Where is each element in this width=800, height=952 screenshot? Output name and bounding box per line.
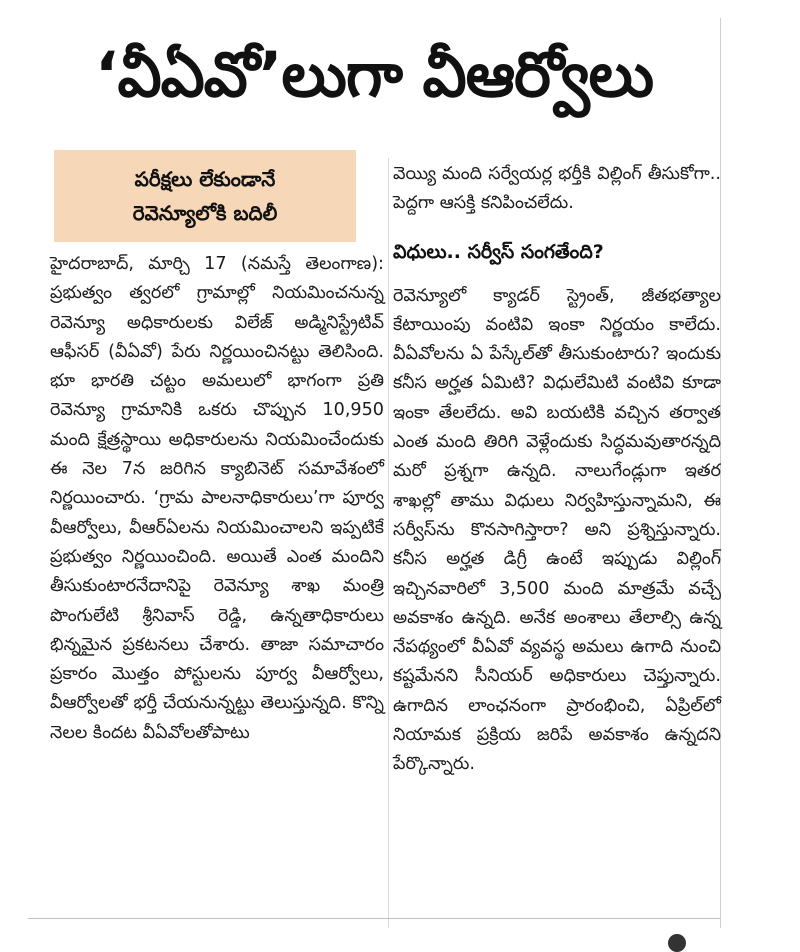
headline: ‘వీఏవో’లుగా వీఆర్వోలు bbox=[94, 38, 654, 111]
news-clipping bbox=[28, 18, 721, 928]
subhead-line-2: రెవెన్యూలోకి బదిలీ bbox=[132, 201, 278, 225]
paragraph: వెయ్యి మంది సర్వేయర్ల భర్తీకి విల్లింగ్ తీసుకోగా.. పెద్దగా ఆసక్తి కనిపించలేదు. bbox=[393, 164, 721, 214]
bottom-divider bbox=[28, 918, 720, 919]
left-column-text bbox=[50, 250, 384, 748]
subhead-line-1: పరీక్షలు లేకుండానే bbox=[134, 167, 276, 191]
column-divider bbox=[388, 158, 389, 928]
left-column bbox=[50, 150, 384, 748]
right-column bbox=[393, 160, 721, 780]
section-title: విధులు.. సర్వీస్ సంగతేంది? bbox=[393, 240, 604, 263]
corner-dot-icon bbox=[668, 934, 686, 952]
subhead-box bbox=[54, 150, 356, 242]
paragraph: రెవెన్యూలో క్యాడర్ స్ట్రెంత్, జీతభత్యాల కేటాయింపు వంటివి ఇంకా నిర్ణయం కాలేదు. వీఏవోలను ఏ పేస్కేల్‌తో తీసుకుంటారు? ఇందుకు కనీస అర్హత ఏమిటి? విధులేమిటి వంటివి కూడా ఇంకా తేలలేదు. అవి బయటికి వచ్చిన తర్వాత ఎంత మంది తిరిగి వెళ్లేందుకు సిద్ధమవుతారన్నది మరో ప్రశ్నగా ఉన్నది. నాలుగేండ్లుగా ఇతర శాఖల్లో తాము విధులు నిర్వహిస్తున్నామని, ఈ సర్వీస్‌ను కొనసాగిస్తారా? అని ప్రశ్నిస్తున్నారు. కనీస అర్హత డిగ్రీ ఉంటే ఇప్పుడు విల్లింగ్ ఇచ్చినవారిలో 3,500 మంది మాత్రమే వచ్చే అవకాశం ఉన్నది. అనేక అంశాలు తేలాల్సి ఉన్న నేపథ్యంలో వీఏవో వ్యవస్థ అమలు ఉగాది నుంచి కష్టమేనని సీనియర్ అధికారులు చెప్తున్నారు. ఉగాదిన లాంఛనంగా ప్రారంభించి, ఏప్రిల్‌లో నియామక ప్రక్రియ జరిపే అవకాశం ఉన్నదని పేర్కొన్నారు. bbox=[393, 285, 721, 775]
right-column-text bbox=[393, 282, 721, 780]
right-column-intro bbox=[393, 160, 721, 219]
paragraph: హైదరాబాద్, మార్చి 17 (నమస్తే తెలంగాణ): ప్రభుత్వం త్వరలో గ్రామాల్లో నియమించనున్న రెవెన్యూ అధికారులకు విలేజ్ అడ్మినిస్ట్రేటివ్ ఆఫీసర్ (వీఏవో) పేరు నిర్ణయించినట్టు తెలిసింది. భూ భారతి చట్టం అమలులో భాగంగా ప్రతి రెవెన్యూ గ్రామానికి ఒకరు చొప్పున 10,950 మంది క్షేత్రస్థాయి అధికారులను నియమించేందుకు ఈ నెల 7న జరిగిన క్యాబినెట్ సమావేశంలో నిర్ణయించారు. ‘గ్రామ పాలనాధికారులు’గా పూర్వ వీఆర్వోలు, వీఆర్ఏలను నియమించాలని ఇప్పటికే ప్రభుత్వం నిర్ణయించింది. అయితే ఎంత మందిని తీసుకుంటారనేదానిపై రెవెన్యూ శాఖ మంత్రి పొంగులేటి శ్రీనివాస్ రెడ్డి, ఉన్నతాధికారులు భిన్నమైన ప్రకటనలు చేశారు. తాజా సమాచారం ప్రకారం మొత్తం పోస్టులను పూర్వ వీఆర్వోలు, వీఆర్వోలతో భర్తీ చేయనున్నట్టు తెలుస్తున్నది. కొన్ని నెలల కిందట వీఏవోలతోపాటు bbox=[50, 254, 384, 743]
